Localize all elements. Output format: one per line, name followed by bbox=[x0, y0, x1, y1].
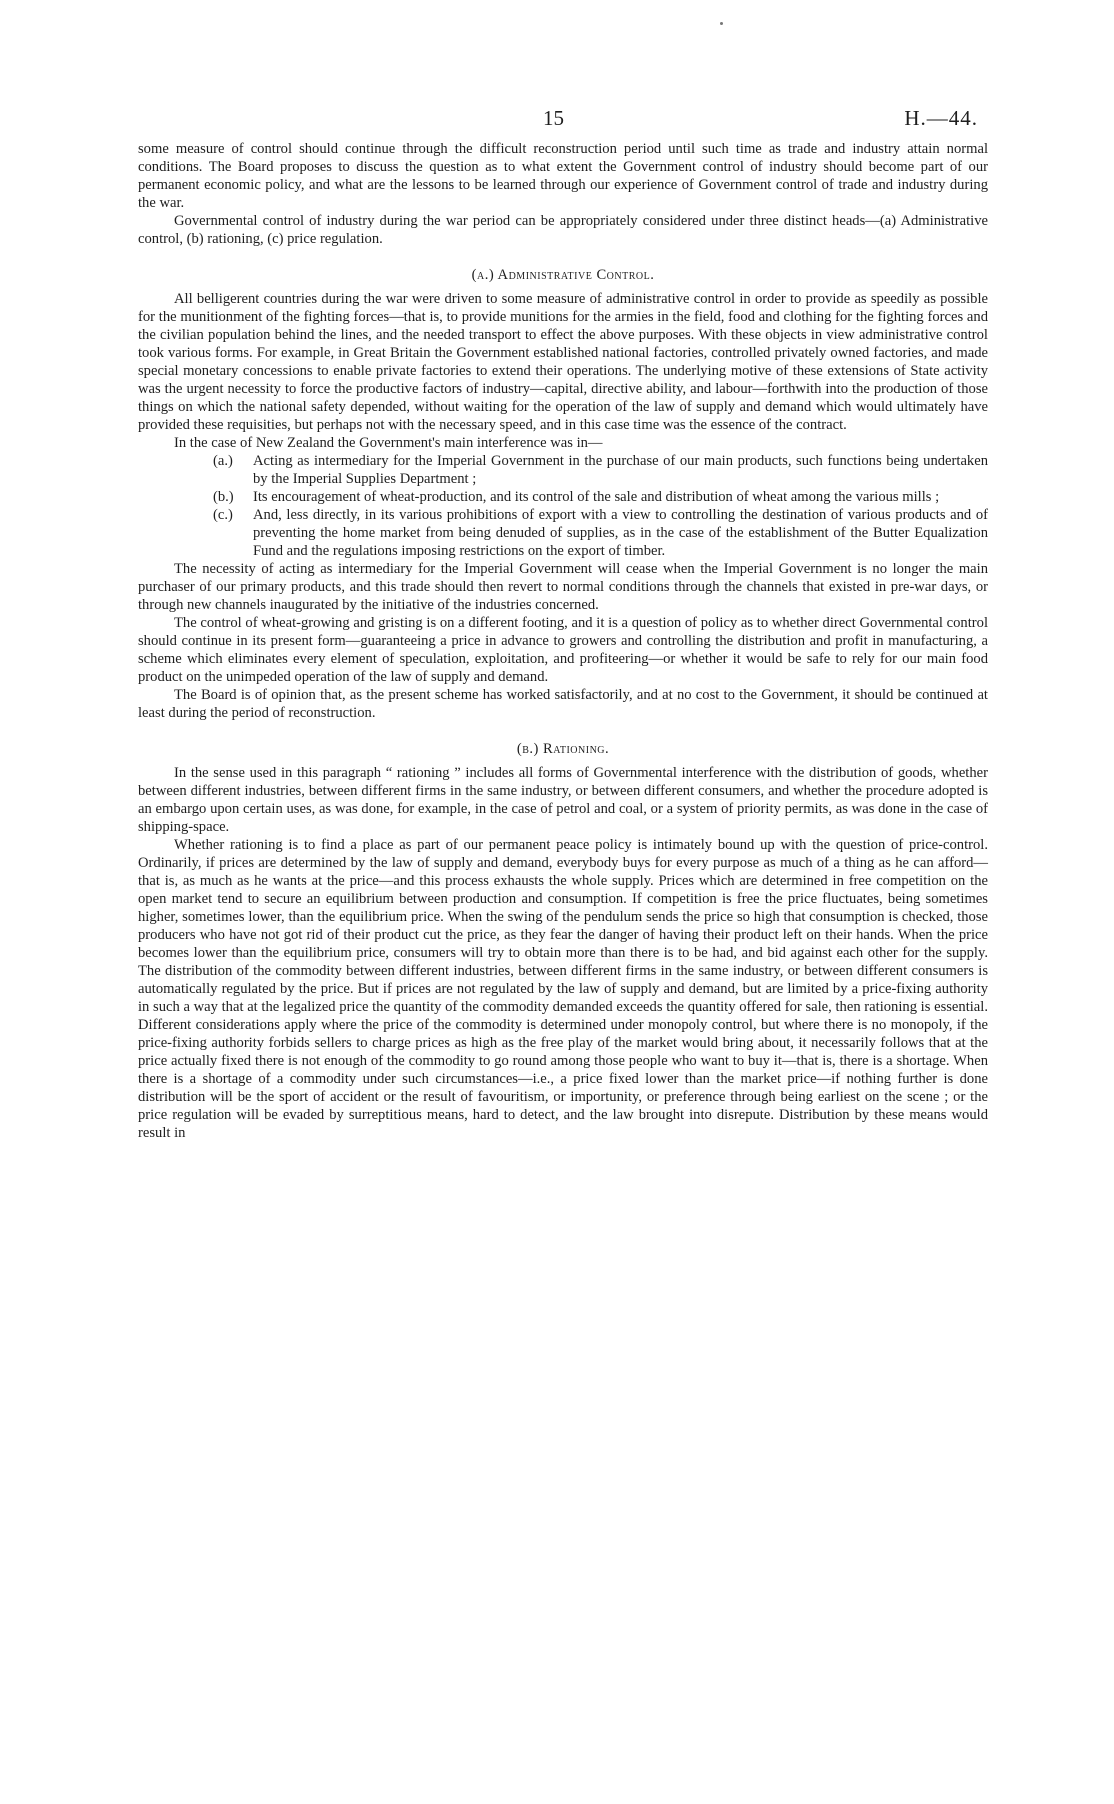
list-item-text: And, less directly, in its various prohibitions of export with a view to controlling the destination of various products and of preventing the home market from being denuded of supplies, as in the case of the establishment of the Butter Equalization Fund and the regulations imposing restrictions on the export of timber. bbox=[253, 507, 988, 559]
page-header bbox=[138, 0, 988, 140]
paragraph: The Board is of opinion that, as the present scheme has worked satisfactorily, and at no cost to the Government, it should be continued at least during the period of reconstruction. bbox=[138, 687, 988, 721]
paragraph: In the case of New Zealand the Government's main interference was in— bbox=[174, 435, 603, 451]
list-item bbox=[138, 452, 988, 488]
list-marker: (b.) bbox=[213, 489, 234, 505]
paper-reference: H.—44. bbox=[904, 106, 978, 130]
paragraph: some measure of control should continue through the difficult reconstruction period until such time as trade and industry attain normal conditions. The Board proposes to discuss the question as to what extent the Government control of industry should become part of our permanent economic policy, and what are the lessons to be learned through our experience of Government control of trade and industry during the war. bbox=[138, 141, 988, 211]
section-heading-rationing: (b.) Rationing. bbox=[516, 741, 610, 757]
paragraph: In the sense used in this paragraph “ rationing ” includes all forms of Governmental interference with the distribution of goods, whether between different industries, between different firms in the same industry, or between different consumers, and whether the procedure adopted is an embargo upon certain uses, as was done, for example, in the case of petrol and coal, or a system of priority permits, as was done in the case of shipping-space. bbox=[138, 765, 988, 835]
list-marker: (a.) bbox=[213, 453, 233, 469]
document-page bbox=[138, 0, 988, 1142]
paragraph: All belligerent countries during the war were driven to some measure of administrative control in order to provide as speedily as possible for the munitionment of the fighting forces—that is, to provide munitions for the armies in the field, food and clothing for the fighting forces and the civilian population behind the lines, and the needed transport to effect the above purposes. With these objects in view administrative control took various forms. For example, in Great Britain the Government established national factories, controlled privately owned factories, and made special monetary concessions to enable private factories to extend their operations. The underlying motive of these extensions of State activity was the urgent necessity to force the productive factors of industry—capital, directive ability, and labour—forthwith into the production of those things on which the national safety depended, without waiting for the operation of the law of supply and demand which would ultimately have provided these requisities, but perhaps not with the necessary speed, and in this case time was the essence of the contract. bbox=[138, 291, 988, 433]
paragraph: Governmental control of industry during the war period can be appropriately considered under three distinct heads—(a) Administrative control, (b) rationing, (c) price regulation. bbox=[138, 213, 988, 247]
section-heading-administrative-control: (a.) Administrative Control. bbox=[471, 267, 655, 283]
body-text bbox=[138, 140, 988, 1142]
list-item-text: Acting as intermediary for the Imperial Government in the purchase of our main products, such functions being undertaken by the Imperial Supplies Department ; bbox=[253, 453, 988, 487]
list-item-text: Its encouragement of wheat-production, and its control of the sale and distribution of wheat among the various mills ; bbox=[253, 489, 940, 505]
list-item bbox=[138, 506, 988, 560]
paragraph: The necessity of acting as intermediary for the Imperial Government will cease when the Imperial Government is no longer the main purchaser of our primary products, and this trade should then revert to normal conditions through the channels that existed in pre-war days, or through new channels inaugurated by the initiative of the industries concerned. bbox=[138, 561, 988, 613]
paragraph: The control of wheat-growing and gristing is on a different footing, and it is a question of policy as to whether direct Governmental control should continue in its present form—guaranteeing a price in advance to growers and controlling the distribution and profit in manufacturing, a scheme which eliminates every element of speculation, exploitation, and profiteering—or whether it would be safe to rely for our main food product on the unimpeded operation of the law of supply and demand. bbox=[138, 615, 988, 685]
list-marker: (c.) bbox=[213, 507, 233, 523]
paragraph: Whether rationing is to find a place as part of our permanent peace policy is intimately bound up with the question of price-control. Ordinarily, if prices are determined by the law of supply and demand, everybody buys for every purpose as much of a thing as he can afford—that is, as much as he wants at the price—and this process exhausts the whole supply. Prices which are determined in free competition on the open market tend to secure an equilibrium between production and consumption. If competition is free the price fluctuates, being sometimes higher, sometimes lower, than the equilibrium price. When the swing of the pendulum sends the price so high that consumption is checked, those producers who have not got rid of their product cut the price, as they fear the danger of having their product left on their hands. When the price becomes lower than the equilibrium price, consumers will try to obtain more than there is to be had, and bid against each other for the supply. The distribution of the commodity between different industries, between different firms in the same industry, or between different consumers is automatically regulated by the price. But if prices are not regulated by the law of supply and demand, but are limited by a price-fixing authority in such a way that at the legalized price the quantity of the commodity demanded exceeds the quantity offered for sale, then rationing is essential. Different considerations apply where the price of the commodity is determined under monopoly control, but where there is no monopoly, if the price-fixing authority forbids sellers to charge prices as high as the free play of the market would bring about, it necessarily follows that at the price actually fixed there is not enough of the commodity to go round among those people who want to buy it—that is, there is a shortage. When there is a shortage of a commodity under such circumstances—i.e., a price fixed lower than the market price—if nothing further is done distribution will be the sport of accident or the result of favouritism, or importunity, or preference through being earliest on the scene ; or the price regulation will be evaded by surreptitious means, hard to detect, and the law brought into disrepute. Distribution by these means would result in bbox=[138, 837, 988, 1141]
page-number: 15 bbox=[543, 106, 564, 130]
intervention-list bbox=[138, 452, 988, 560]
list-item bbox=[138, 488, 988, 506]
